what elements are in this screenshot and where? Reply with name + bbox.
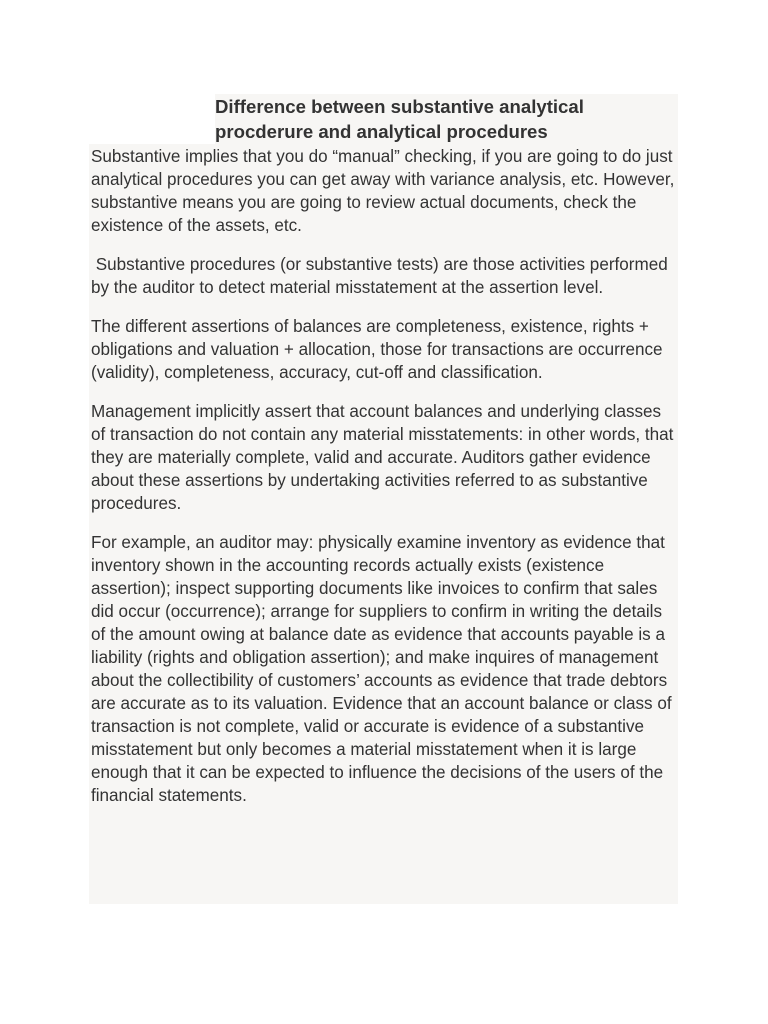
paragraph-examples: For example, an auditor may: physically examine inventory as evidence that inventory shown in the accounting records actually exists (existence assertion); inspect supporting documents like invoices to confirm that sales did occur (occurrence); arrange for suppliers to confirm in writing the details of the amount owing at balance date as evidence that accounts payable is a liability (rights and obligation assertion); and make inquires of management about the collectibility of customers’ accounts as evidence that trade debtors are accurate as to its valuation. Evidence that an account balance or class of transaction is not complete, valid or accurate is evidence of a substantive misstatement but only becomes a material misstatement when it is large enough that it can be expected to influence the decisions of the users of the financial statements. — [91, 533, 677, 805]
document-title: Difference between substantive analytical procderure and analytical procedures — [215, 96, 584, 142]
paragraph-assertions: The different assertions of balances are completeness, existence, rights + obligations and valuation + allocation, those for transactions are occurrence (validity), completeness, accuracy, cut-off and classification. — [91, 317, 668, 382]
paragraph-substantive-procedures: Substantive procedures (or substantive tests) are those activities performed by the auditor to detect material misstatement at the assertion level. — [91, 255, 673, 297]
paragraph-management-assertions: Management implicitly assert that account balances and underlying classes of transaction do not contain any material misstatements: in other words, that they are materially complete, valid and accurate. Auditors gather evidence about these assertions by undertaking activities referred to as substantive procedures. — [91, 402, 679, 513]
document-body — [91, 145, 679, 823]
paragraph-substantive-definition: Substantive implies that you do “manual” checking, if you are going to do just analytical procedures you can get away with variance analysis, etc. However, substantive means you are going to review actual documents, check the existence of the assets, etc. — [91, 147, 680, 235]
